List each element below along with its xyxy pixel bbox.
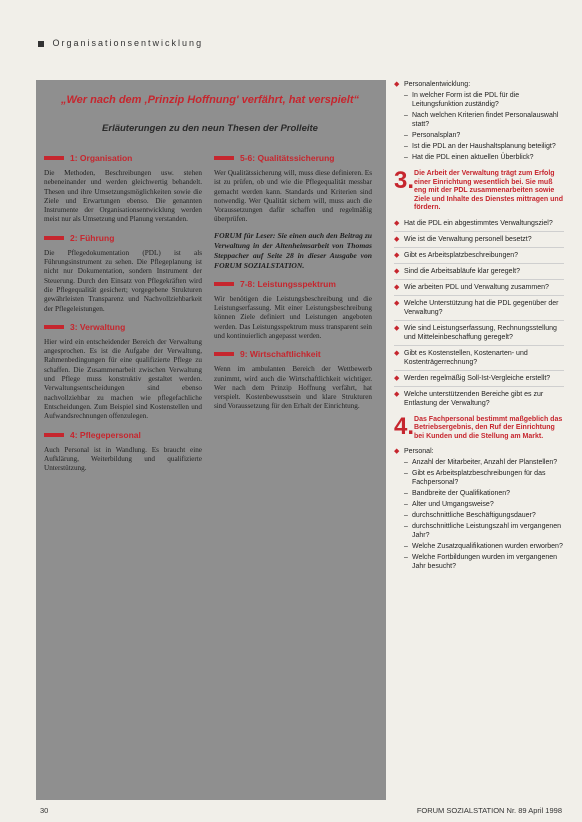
section-heading [44, 151, 202, 165]
section-heading-label: 3: Verwaltung [70, 321, 126, 332]
section-body: Wir benötigen die Leistungsbeschreibung und die Leistungserfassung. Mit einer Leistungsbeschreibung können Ziele definiert und Leistungen angeboten werden. Das Leistungsspektrum muss transparent sein und kontinuierlich angepasst werden. [214, 294, 372, 340]
divider [394, 231, 564, 232]
checklist-bullet: ◆ Hat die PDL ein abgestimmtes Verwaltungsziel? [394, 219, 564, 228]
section-heading-label: 4: Pflegepersonal [70, 429, 141, 440]
divider [394, 279, 564, 280]
cross-reference-note: FORUM für Leser: Sie einen auch den Beitrag zu Verwaltung in der Altenheimsarbeit von Thomas Steppacher auf Seite 28 in dieser Ausgabe von FORUM SOZIALSTATION. [214, 230, 372, 270]
checklist-subitem: – Gibt es Arbeitsplatzbeschreibungen für das Fachpersonal? [394, 469, 564, 487]
checklist-subitem: – Welche Fortbildungen wurden im vergangenen Jahr besucht? [394, 553, 564, 571]
checklist-bullet: ◆ Sind die Arbeitsabläufe klar geregelt? [394, 267, 564, 276]
section-label-text: Organisationsentwicklung [52, 38, 204, 48]
section-heading-label: 1: Organisation [70, 153, 133, 163]
checklist-subitem: – durchschnittliche Beschäftigungsdauer? [394, 511, 564, 520]
checklist-subitem: – In welcher Form ist die PDL für die Leitungsfunktion zuständig? [394, 91, 564, 109]
top-bar [0, 0, 582, 42]
thesis-number: 3. [394, 167, 415, 194]
thesis-text: Das Fachpersonal bestimmt maßgeblich das Betriebsergebnis, den Ruf der Einrichtung bei Kunden und die Stellung am Markt. [414, 415, 563, 440]
checklist-bullet: ◆ Wie ist die Verwaltung personell besetzt? [394, 235, 564, 244]
checklist-sidebar [394, 78, 564, 573]
section-body: Wer Qualitätssicherung will, muss diese definieren. Es ist zu prüfen, ob und wie die Pflegequalität messbar gemacht werden kann. Standards und Kriterien sind notwendig. Wer Qualität sichern will, muss auch die Voraussetzungen dafür schaffen und regelmäßig überprüfen. [214, 169, 372, 224]
section-label [38, 38, 203, 48]
section-body: Auch Personal ist in Wandlung. Es braucht eine Aufklärung, Weiterbildung und qualifizierte Unterstützung. [44, 445, 202, 473]
thesis-text: Die Arbeit der Verwaltung trägt zum Erfolg einer Einrichtung wesentlich bei. Sie muß eng mit der PDL zusammenarbeiten sowie Ziele und Inhalte des Dienstes mittragen und fördern. [414, 170, 563, 211]
section-mark-icon [214, 352, 234, 356]
divider [394, 263, 564, 264]
checklist-bullet: ◆ Wie arbeiten PDL und Verwaltung zusammen? [394, 283, 564, 292]
checklist-bullet: ◆ Wie sind Leistungserfassung, Rechnungsstellung und Mitteleinbeschaffung geregelt? [394, 324, 564, 342]
section-mark-icon [44, 236, 64, 240]
left-text-column [44, 145, 202, 473]
divider [394, 386, 564, 387]
page-footer [0, 806, 582, 822]
thesis-number: 4. [394, 412, 415, 440]
checklist-bullet: ◆ Welche Unterstützung hat die PDL gegenüber der Verwaltung? [394, 299, 564, 317]
checklist-bullet: ◆ Gibt es Arbeitsplatzbeschreibungen? [394, 251, 564, 260]
checklist-subitem: – Nach welchen Kriterien findet Personalauswahl statt? [394, 111, 564, 129]
checklist-subitem: – Anzahl der Mitarbeiter, Anzahl der Planstellen? [394, 458, 564, 467]
checklist-subitem: – Alter und Umgangsweise? [394, 500, 564, 509]
checklist-subitem: – Bandbreite der Qualifikationen? [394, 489, 564, 498]
thesis-4-block [394, 412, 564, 442]
section-heading [44, 231, 202, 245]
checklist-subitem: – durchschnittliche Leistungszahl im vergangenen Jahr? [394, 522, 564, 540]
article-title: „Wer nach dem ‚Prinzip Hoffnung' verfährt, hat verspielt“ [60, 94, 360, 106]
section-heading-label: 9: Wirtschaftlichkeit [240, 349, 321, 360]
checklist-subitem: – Personalsplan? [394, 131, 564, 140]
section-body: Hier wird ein entscheidender Bereich der Verwaltung angesprochen. Es ist die Aufgabe der Verwaltung, Rahmenbedingungen für eine qualifizierte Pflege zu schaffen. Die Zusammenarbeit zwischen Verwaltung und Pflege muss konstruktiv gestaltet werden. Verwaltungsentscheidungen sind ebenso nachvollziehbar zu machen wie pflegefachliche Entscheidungen. Zum Beispiel sind Kostenstellen und Aufwandsrechnungen offenzulegen. [44, 337, 202, 421]
divider [394, 320, 564, 321]
section-heading-label: 7-8: Leistungsspektrum [240, 278, 336, 289]
page-number: 30 [40, 806, 49, 815]
divider [394, 345, 564, 346]
section-body: Die Pflegedokumentation (PDL) ist als Führungsinstrument zu sehen. Die Pflegeplanung ist nicht nur Dokumentation, sondern Instrument der Steuerung. Durch den Einsatz von Pflegekräften wird die Pflegequalität gesichert; vorgegebene Strukturen gewährleisten Transparenz und Nachvollziehbarkeit der Pflegeleistungen. [44, 248, 202, 313]
checklist-bullet: ◆ Werden regelmäßig Soll-Ist-Vergleiche erstellt? [394, 374, 564, 383]
section-heading [44, 320, 202, 334]
section-mark-icon [214, 282, 234, 286]
thesis-3-block [394, 167, 564, 213]
checklist-bullet: ◆ Welche unterstützenden Bereiche gibt es zur Entlastung der Verwaltung? [394, 390, 564, 408]
section-heading [44, 428, 202, 442]
section-body: Wenn im ambulanten Bereich der Wettbewerb zunimmt, wird auch die Wirtschaftlichkeit wichtiger. Wer nach dem Prinzip Hoffnung verfährt, hat verspielt. Kostenbewusstsein und klare Strukturen sind Voraussetzung für den Erhalt der Einrichtung. [214, 365, 372, 411]
checklist-subitem: – Welche Zusatzqualifikationen wurden erworben? [394, 542, 564, 551]
section-heading-label: 2: Führung [70, 232, 115, 243]
checklist-bullet: ◆ Personalentwicklung: [394, 80, 564, 89]
divider [394, 370, 564, 371]
section-square-icon [38, 41, 44, 47]
section-heading [214, 347, 372, 361]
section-body: Die Methoden, Beschreibungen usw. stehen nebeneinander und werden gleichwertig behandelt. Thesen und ihre Umsetzungsmöglichkeiten sowie die Ziele und Erwartungen ebenso. Die genannten Instrumente der Organisationsentwicklung werden meist nur als Umsetzung und Planung verstanden. [44, 169, 202, 224]
checklist-bullet: ◆ Gibt es Kostenstellen, Kostenarten- und Kostenträgerrechnung? [394, 349, 564, 367]
section-heading [214, 277, 372, 291]
section-mark-icon [44, 156, 64, 160]
divider [394, 295, 564, 296]
right-text-column [214, 145, 372, 412]
section-heading-label: 5-6: Qualitätssicherung [240, 153, 335, 163]
journal-title: FORUM SOZIALSTATION Nr. 89 April 1998 [416, 806, 562, 815]
divider [394, 247, 564, 248]
checklist-subitem: – Hat die PDL einen aktuellen Überblick? [394, 153, 564, 162]
checklist-subitem: – Ist die PDL an der Haushaltsplanung beteiligt? [394, 142, 564, 151]
article-subtitle: Erläuterungen zu den neun Thesen der Prolleite [102, 122, 318, 134]
checklist-bullet: ◆ Personal: [394, 447, 564, 456]
section-mark-icon [214, 156, 234, 160]
section-mark-icon [44, 325, 64, 329]
section-heading [214, 151, 372, 165]
section-mark-icon [44, 433, 64, 437]
